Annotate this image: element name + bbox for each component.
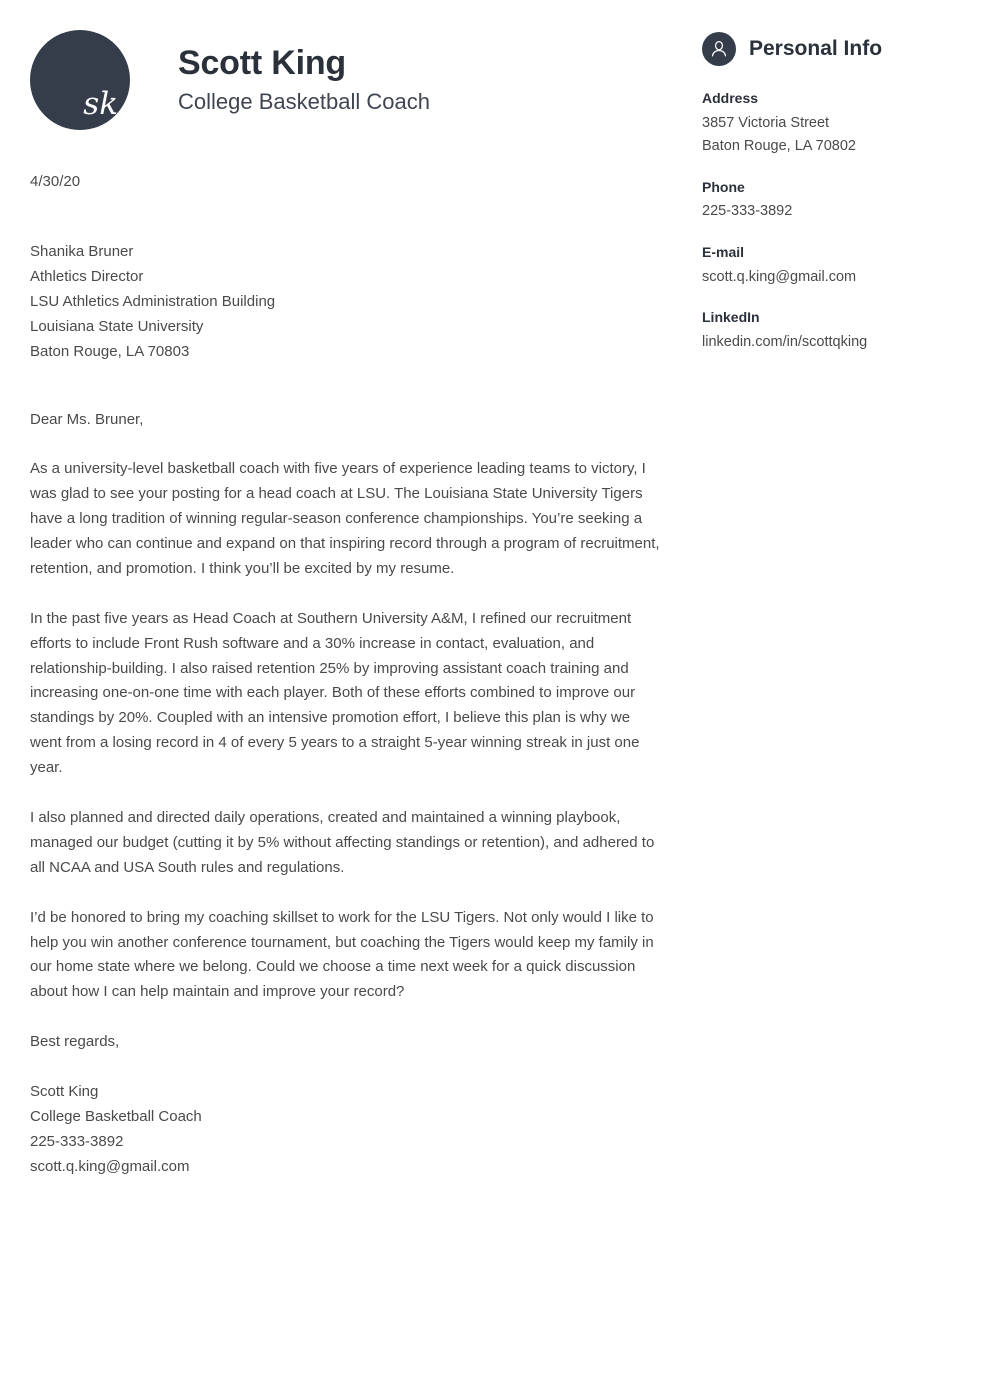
page-title: Scott King [178, 43, 346, 82]
letterhead [30, 28, 662, 132]
personal-info-heading [702, 32, 960, 66]
personal-info-title: Personal Info [749, 37, 883, 61]
recipient-line: Shanika Bruner [30, 243, 134, 260]
body-paragraph: In the past five years as Head Coach at Southern University A&M, I refined our recruitment efforts to include Front Rush software and a 30% increase in contact, evaluation, and relationship-building. I also raised retention 25% by improving assistant coach training and increasing one-on-one time with each player. Both of these efforts combined to improve our standings by 20%. Coupled with an intensive promotion effort, I believe this plan is why we went from a losing record in 4 of every 5 years to a straight 5-year winning streak in just one year. [30, 609, 640, 777]
letter-date: 4/30/20 [30, 173, 81, 190]
info-label: E-mail [702, 243, 745, 260]
job-title: College Basketball Coach [178, 88, 430, 114]
info-label: LinkedIn [702, 309, 760, 325]
closing-line: Best regards, [30, 1033, 120, 1051]
info-value-linkedin[interactable]: linkedin.com/in/scottqking [702, 333, 868, 350]
recipient-line: Athletics Director [30, 267, 144, 285]
recipient-line: LSU Athletics Administration Building [30, 292, 276, 310]
info-value-email[interactable]: scott.q.king@gmail.com [702, 268, 857, 285]
body-paragraph: I also planned and directed daily operations, created and maintained a winning playbook, managed our budget (cutting it by 5% without affecting standings or retention), and adhered to all NCAA and USA South rules and regulations. [30, 809, 655, 876]
signature-line: scott.q.king@gmail.com [30, 1157, 190, 1175]
body-paragraph: As a university-level basketball coach with five years of experience leading teams to victory, I was glad to see your posting for a head coach at LSU. The Louisiana State University Tigers have a long tradition of winning regular-season conference championships. You’re seeking a leader who can continue and expand on that inspiring record through a program of recruitment, retention, and promotion. I think you’ll be excited by my resume. [30, 460, 660, 577]
salutation: Dear Ms. Bruner, [30, 411, 144, 429]
personal-info-sidebar [702, 32, 960, 372]
body-paragraph: I’d be honored to bring my coaching skillset to work for the LSU Tigers. Not only would I like to help you win another conference tournament, but coaching the Tigers would keep my family in our home state where we belong. Could we choose a time next week for a quick discussion about how I can help maintain and improve your record? [30, 908, 654, 1001]
info-label: Address [702, 90, 759, 106]
info-value: 3857 Victoria Street [702, 114, 830, 131]
recipient-line: Baton Rouge, LA 70803 [30, 342, 190, 360]
recipient-address-block [30, 240, 662, 364]
signature-line: College Basketball Coach [30, 1108, 202, 1126]
info-value: Baton Rouge, LA 70802 [702, 138, 856, 155]
info-group-address [702, 88, 960, 159]
info-group-email [702, 242, 960, 289]
info-group-phone [702, 177, 960, 224]
info-label: Phone [702, 178, 745, 195]
letter-body [30, 457, 662, 1005]
person-icon [702, 32, 736, 66]
signature-line: Scott King [30, 1083, 99, 1101]
avatar-initials: sk [83, 86, 118, 122]
letter-main-column [30, 28, 662, 1180]
recipient-line: Louisiana State University [30, 317, 204, 335]
signature-block [30, 1080, 662, 1180]
name-block [178, 44, 430, 117]
signature-line: 225-333-3892 [30, 1132, 124, 1150]
info-value-phone[interactable]: 225-333-3892 [702, 203, 793, 220]
info-group-linkedin [702, 307, 960, 354]
monogram-avatar [30, 30, 130, 130]
